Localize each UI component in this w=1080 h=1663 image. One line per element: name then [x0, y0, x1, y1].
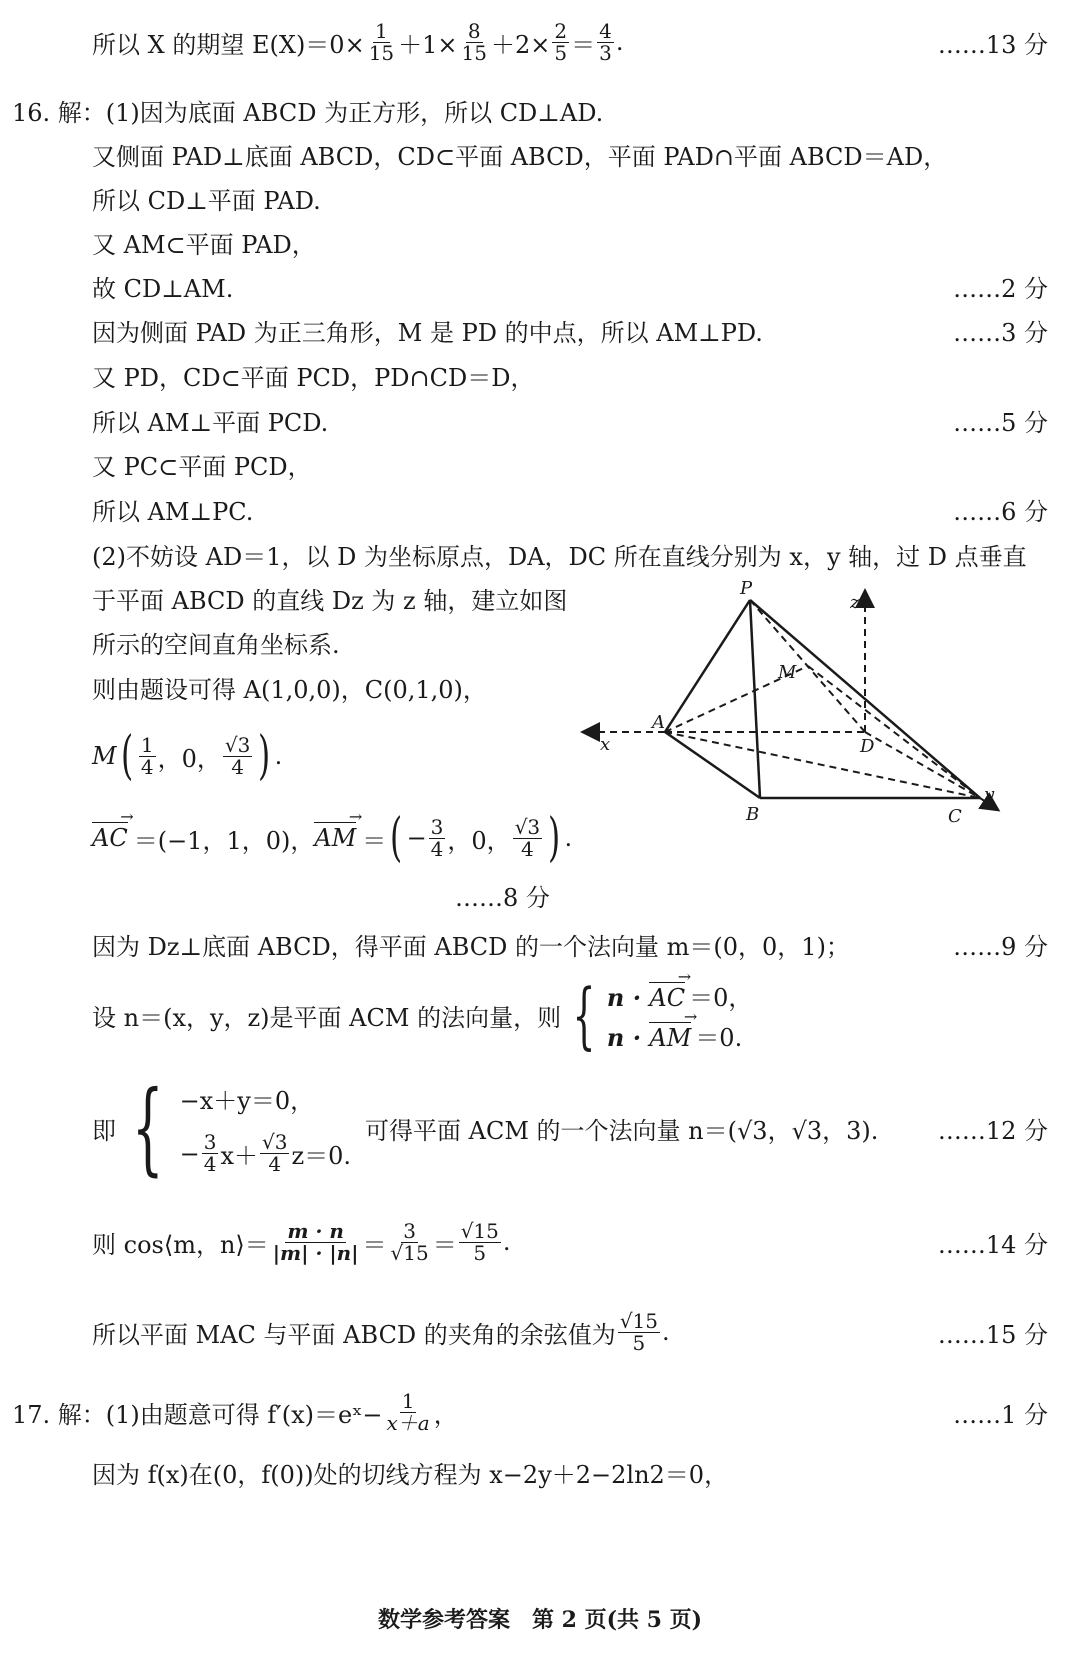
- q16-line: (2)不妨设 AD＝1，以 D 为坐标原点，DA，DC 所在直线分别为 x，y 轴，过 D 点垂直: [92, 542, 1027, 571]
- fraction: [513, 814, 542, 861]
- q17-heading: [0, 1382, 1080, 1442]
- q16-heading: 16. 解：(1)因为底面 ABCD 为正方形，所以 CD⊥AD.: [12, 98, 604, 127]
- q16-line: 因为 Dz⊥底面 ABCD，得平面 ABCD 的一个法向量 m＝(0，0，1)；: [92, 932, 850, 961]
- text: .: [502, 1228, 511, 1256]
- q16-line: 则由题设可得 A(1,0,0)，C(0,1,0)，: [92, 675, 487, 704]
- den: 3: [599, 40, 612, 65]
- q16-line: 所以 CD⊥平面 PAD.: [92, 186, 321, 215]
- text: ＝: [432, 1230, 457, 1259]
- den: √15: [390, 1240, 429, 1265]
- fraction: [388, 1218, 430, 1265]
- text: 则 cos⟨m，n⟩＝: [92, 1230, 269, 1259]
- vector-am: → AM: [649, 1024, 691, 1052]
- edge-dc: [865, 732, 980, 798]
- text: ，0，: [447, 826, 511, 855]
- text: 所以平面 MAC 与平面 ABCD 的夹角的余弦值为: [92, 1320, 616, 1349]
- system: [180, 1073, 351, 1183]
- q16-line: 又侧面 PAD⊥底面 ABCD，CD⊂平面 ABCD，平面 PAD∩平面 ABCD＝AD，: [92, 142, 948, 171]
- text: ，0，: [157, 744, 221, 773]
- q16-line: 又 PC⊂平面 PCD，: [92, 452, 312, 481]
- num: 3: [403, 1218, 416, 1243]
- num: 1: [140, 732, 154, 757]
- pyramid-figure: [580, 580, 1020, 840]
- score-mark: ……6 分: [953, 497, 1048, 526]
- system: [607, 975, 753, 1055]
- n: n ·: [606, 1022, 650, 1052]
- text: 设 n＝(x，y，z)是平面 ACM 的法向量，则: [92, 1003, 562, 1032]
- num: 3: [430, 814, 444, 839]
- den: 4: [231, 754, 244, 779]
- label-y: y: [984, 784, 995, 805]
- den: 15: [368, 40, 395, 65]
- label-z: z: [850, 592, 860, 613]
- text: ＋2×: [490, 30, 551, 59]
- score-mark: ……13 分: [937, 30, 1048, 59]
- fraction: [260, 1132, 289, 1175]
- edge-pa: [665, 600, 750, 732]
- score-mark: ……1 分: [953, 1400, 1048, 1429]
- den: 4: [203, 1152, 217, 1176]
- conclusion-line: [0, 1300, 1080, 1364]
- text: ＝: [571, 30, 596, 59]
- den: 5: [473, 1240, 487, 1265]
- vector-ac: → AC: [92, 824, 128, 852]
- text: ＋1×: [398, 30, 458, 59]
- edge-pb: [750, 600, 760, 798]
- num: 2: [554, 18, 568, 43]
- fraction: [552, 18, 569, 65]
- cos-line: [0, 1210, 1080, 1274]
- brace: {: [131, 1069, 164, 1186]
- n: n ·: [606, 982, 650, 1012]
- den: 4: [140, 754, 154, 779]
- normal-vector-system: [0, 975, 1080, 1055]
- text: 所以 X 的期望 E(X)＝0×: [92, 30, 365, 59]
- den: 5: [554, 40, 568, 65]
- den: 4: [521, 836, 534, 861]
- paren: (: [390, 808, 403, 868]
- fraction: [460, 18, 489, 65]
- num: √15: [460, 1218, 499, 1243]
- den: x＋a: [386, 1410, 430, 1435]
- text: ＝0.: [695, 1023, 743, 1052]
- score-mark: ……9 分: [953, 932, 1048, 961]
- num: √15: [619, 1308, 659, 1333]
- label-m: M: [778, 662, 797, 683]
- score-mark: ……15 分: [937, 1320, 1048, 1349]
- text: −: [179, 1139, 200, 1168]
- text: .: [662, 1318, 670, 1346]
- fraction: [271, 1218, 361, 1265]
- text: −: [406, 824, 427, 852]
- q16-line: 又 AM⊂平面 PAD，: [92, 230, 316, 259]
- num: √3: [514, 814, 541, 839]
- vector-am: → AM: [314, 824, 356, 852]
- text: .: [615, 28, 624, 56]
- score-mark: ……5 分: [953, 408, 1048, 437]
- paren: ): [258, 726, 271, 786]
- fraction: [597, 18, 614, 65]
- text: ＝0，: [689, 983, 753, 1012]
- label-c: C: [948, 806, 962, 827]
- q16-line: 于平面 ABCD 的直线 Dz 为 z 轴，建立如图: [92, 586, 568, 615]
- fraction: [202, 1132, 219, 1175]
- fraction: [459, 1218, 501, 1265]
- q16-line: 所以 AM⊥平面 PCD.: [92, 408, 329, 437]
- label-d: D: [860, 736, 875, 757]
- text: ＝: [362, 826, 387, 855]
- expectation-line: [0, 18, 1080, 65]
- score-mark: ……2 分: [953, 274, 1048, 303]
- eq: −x＋y＝0，: [179, 1087, 315, 1115]
- q16-line: 又 PD，CD⊂平面 PCD，PD∩CD＝D，: [92, 363, 535, 392]
- fraction: [139, 732, 156, 779]
- text: x＋: [220, 1142, 259, 1170]
- text: ＝: [362, 1230, 387, 1259]
- num: √3: [262, 1130, 288, 1154]
- brace: {: [572, 973, 596, 1057]
- fraction: [223, 732, 252, 779]
- eq: [180, 1132, 351, 1175]
- num: 8: [467, 18, 481, 43]
- q16-line: 所以 AM⊥PC.: [92, 497, 254, 526]
- num: 3: [203, 1130, 217, 1154]
- score-mark: ……8 分: [455, 883, 550, 912]
- paren: ): [548, 808, 561, 868]
- text: z＝0.: [291, 1142, 352, 1170]
- q17-line: 因为 f(x)在(0，f(0))处的切线方程为 x−2y＋2−2ln2＝0，: [92, 1460, 729, 1489]
- page-footer: 数学参考答案 第 2 页(共 5 页): [377, 1607, 703, 1633]
- num: 4: [599, 18, 612, 43]
- text: 即: [92, 1116, 116, 1145]
- num: 1: [375, 18, 388, 43]
- fraction: [367, 18, 396, 65]
- den: 5: [632, 1330, 646, 1355]
- num: m · n: [287, 1218, 344, 1243]
- text: .: [274, 742, 283, 770]
- num: 1: [401, 1388, 415, 1413]
- den: 4: [430, 836, 444, 861]
- num: √3: [224, 732, 251, 757]
- q16-line: 故 CD⊥AM.: [92, 274, 234, 303]
- eq: [607, 1018, 753, 1053]
- vector-ac: → AC: [649, 984, 685, 1012]
- score-mark: ……12 分: [937, 1116, 1048, 1145]
- text: ＝(−1，1，0)，: [133, 826, 315, 855]
- text: 可得平面 ACM 的一个法向量 n＝(√3，√3，3).: [365, 1116, 879, 1145]
- text: 17. 解：(1)由题意可得 f′(x)＝eˣ−: [12, 1400, 383, 1429]
- fraction: [429, 814, 446, 861]
- label: M: [92, 742, 117, 770]
- label-b: B: [746, 804, 760, 825]
- label-a: A: [652, 712, 665, 733]
- equation-system: [0, 1068, 1080, 1188]
- score-mark: ……3 分: [953, 318, 1048, 347]
- fraction: [385, 1388, 432, 1435]
- text: ，: [433, 1400, 458, 1429]
- q16-line: 因为侧面 PAD 为正三角形，M 是 PD 的中点，所以 AM⊥PD.: [92, 318, 763, 347]
- fraction: [618, 1308, 660, 1355]
- label-p: P: [740, 580, 753, 599]
- paren: (: [120, 726, 133, 786]
- den: 15: [461, 40, 487, 65]
- q16-line: 所示的空间直角坐标系.: [92, 630, 340, 659]
- eq: [607, 978, 753, 1013]
- text: .: [564, 824, 573, 852]
- label-x: x: [600, 734, 611, 755]
- score-mark: ……14 分: [937, 1230, 1048, 1259]
- den: 4: [268, 1152, 282, 1176]
- den: |m| · |n|: [272, 1240, 359, 1265]
